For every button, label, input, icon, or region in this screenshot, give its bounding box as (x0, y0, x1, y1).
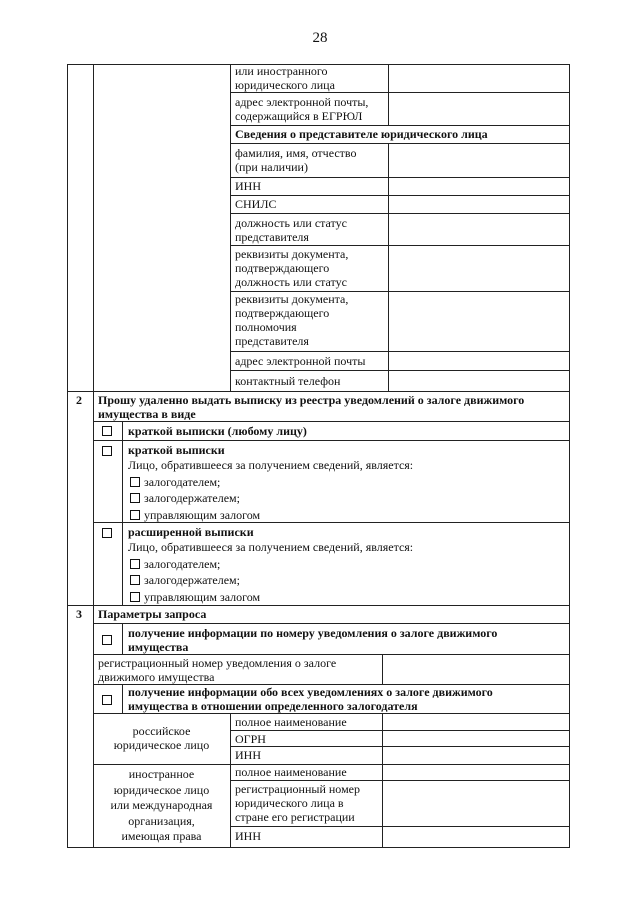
section-3-heading: Параметры запроса (98, 607, 207, 621)
border (230, 245, 570, 246)
representative-heading: Сведения о представителе юридического лица (235, 127, 488, 141)
extended-extract-label: расширенной выписки (128, 525, 254, 539)
all-notices-checkbox[interactable] (102, 695, 112, 705)
border (382, 654, 383, 684)
role-pledgee[interactable]: залогодержателем; (130, 491, 240, 505)
short-extract-label: краткой выписки (128, 443, 225, 457)
checkbox[interactable] (130, 510, 140, 520)
rep-position-doc-label: реквизиты документа, подтверждающего должность или статус (235, 247, 349, 289)
border (67, 847, 570, 848)
border (93, 421, 570, 422)
rep-email-label: адрес электронной почты (235, 354, 366, 368)
role-pledgor[interactable]: залогодателем; (130, 557, 220, 571)
russian-full-name-label: полное наименование (235, 715, 347, 729)
border (93, 522, 570, 523)
border (93, 623, 570, 624)
short-extract-checkbox[interactable] (102, 446, 112, 456)
border (230, 746, 570, 747)
by-number-checkbox[interactable] (102, 635, 112, 645)
rep-full-name-label: фамилия, имя, отчество (при наличии) (235, 146, 357, 174)
border (230, 143, 570, 144)
border (122, 623, 123, 654)
rep-snils-label: СНИЛС (235, 197, 277, 211)
border (382, 713, 383, 847)
role-pledgee[interactable]: залогодержателем; (130, 573, 240, 587)
rep-phone-label: контактный телефон (235, 374, 341, 388)
all-notices-label: получение информации обо всех уведомлениях о залоге движимого имущества в отношении определенного залогодателя (128, 685, 493, 713)
reg-number-label: регистрационный номер уведомления о залоге движимого имущества (98, 656, 337, 684)
border (230, 351, 570, 352)
border (230, 177, 570, 178)
foreign-inn-label: ИНН (235, 829, 261, 843)
border (230, 826, 570, 827)
rep-authority-doc-label: реквизиты документа, подтверждающего полномочия представителя (235, 292, 349, 348)
border (230, 730, 570, 731)
border (122, 684, 123, 713)
section-2-heading: Прошу удаленно выдать выписку из реестра уведомлений о залоге движимого имущества в виде (98, 393, 525, 421)
role-manager[interactable]: управляющим залогом (130, 590, 260, 604)
legal-entity-foreign-label: или иностранного юридического лица (235, 64, 335, 92)
egrul-email-label: адрес электронной почты, содержащийся в ЕГРЮЛ (235, 95, 369, 123)
short-any-checkbox[interactable] (102, 426, 112, 436)
russian-entity-label: российское юридическое лицо (113, 724, 210, 752)
border (122, 421, 123, 605)
russian-ogrn-label: ОГРН (235, 732, 266, 746)
checkbox[interactable] (130, 493, 140, 503)
border (388, 64, 389, 126)
role-pledgor[interactable]: залогодателем; (130, 475, 220, 489)
border (388, 144, 389, 391)
checkbox[interactable] (130, 559, 140, 569)
border (230, 713, 231, 847)
section-2-number: 2 (76, 393, 82, 407)
border (93, 654, 570, 655)
border (230, 92, 570, 93)
checkbox[interactable] (130, 477, 140, 487)
foreign-entity-label: иностранное юридическое лицо или международная организация, имеющая права (110, 767, 213, 843)
by-number-label: получение информации по номеру уведомления о залоге движимого имущества (128, 626, 498, 654)
border (230, 195, 570, 196)
role-manager[interactable]: управляющим залогом (130, 508, 260, 522)
person-prompt: Лицо, обратившееся за получением сведений, является: (128, 458, 414, 472)
border (230, 125, 570, 126)
person-prompt: Лицо, обратившееся за получением сведений, является: (128, 540, 414, 554)
section-3-number: 3 (76, 607, 82, 621)
page-number: 28 (312, 30, 328, 46)
border (67, 605, 570, 606)
checkbox[interactable] (130, 592, 140, 602)
border (93, 440, 570, 441)
foreign-reg-number-label: регистрационный номер юридического лица в стране его регистрации (235, 782, 360, 824)
short-any-label: краткой выписки (любому лицу) (128, 424, 307, 438)
border (93, 713, 570, 714)
rep-position-label: должность или статус представителя (235, 216, 347, 244)
russian-inn-label: ИНН (235, 748, 261, 762)
foreign-full-name-label: полное наименование (235, 765, 347, 779)
border (230, 780, 570, 781)
border (67, 391, 570, 392)
border (230, 370, 570, 371)
checkbox[interactable] (130, 575, 140, 585)
border (230, 64, 231, 391)
border (230, 213, 570, 214)
extended-extract-checkbox[interactable] (102, 528, 112, 538)
border (67, 64, 68, 847)
rep-inn-label: ИНН (235, 179, 261, 193)
